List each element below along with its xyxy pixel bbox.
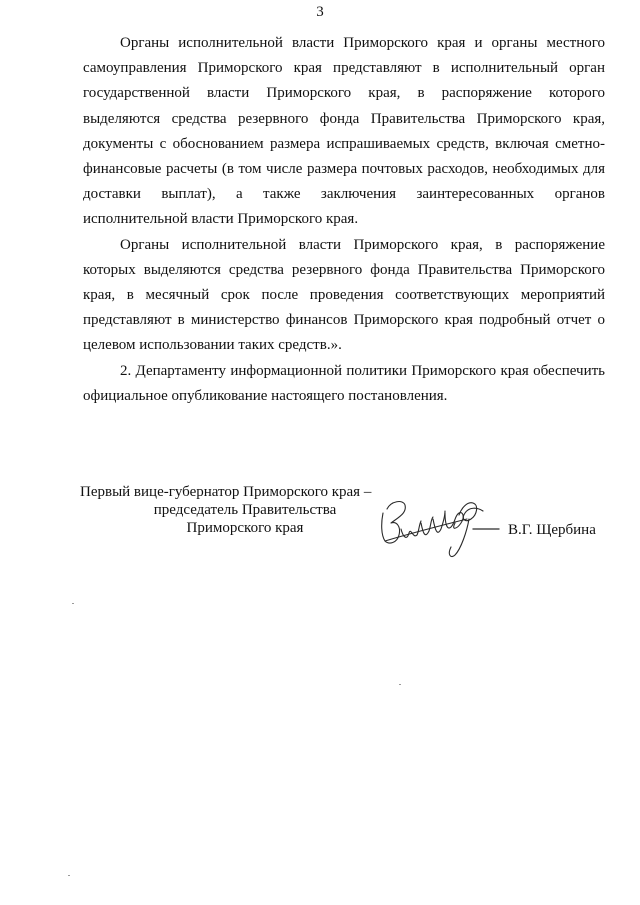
page-number: 3	[316, 4, 324, 20]
paragraph-publication-order: 2. Департаменту информационной политики Приморского края обеспечить официальное опубликование настоящего постановления.	[83, 362, 605, 404]
signer-title-line-3: Приморского края	[186, 520, 304, 536]
signer-title-line-1: Первый вице-губернатор Приморского края –	[80, 484, 372, 500]
signer-title	[80, 483, 410, 537]
scan-speck	[399, 684, 401, 685]
scan-speck	[68, 875, 70, 876]
signer-name: В.Г. Щербина	[508, 522, 596, 538]
document-body	[83, 31, 605, 409]
scan-speck	[72, 603, 74, 604]
handwritten-signature	[375, 483, 500, 568]
paragraph-reserve-fund-documents: Органы исполнительной власти Приморского края и органы местного самоуправления Приморского края представляют в исполнительный орган государственной власти Приморского края, в распоряжение которого выделяются средства резервного фонда Правительства Приморского края, документы с обоснованием размера испрашиваемых средств, включая сметно-финансовые расчеты (в том числе размера почтовых расходов, необходимых для доставки выплат), а также заключения заинтересованных органов исполнительной власти Приморского края.	[83, 35, 605, 228]
paragraph-usage-report: Органы исполнительной власти Приморского края, в распоряжение которых выделяются средства резервного фонда Правительства Приморского края, в месячный срок после проведения соответствующих мероприятий представляют в министерство финансов Приморского края подробный отчет о целевом использовании таких средств.».	[83, 236, 605, 354]
signer-title-line-2: председатель Правительства	[153, 502, 337, 518]
signature-block	[80, 483, 620, 583]
